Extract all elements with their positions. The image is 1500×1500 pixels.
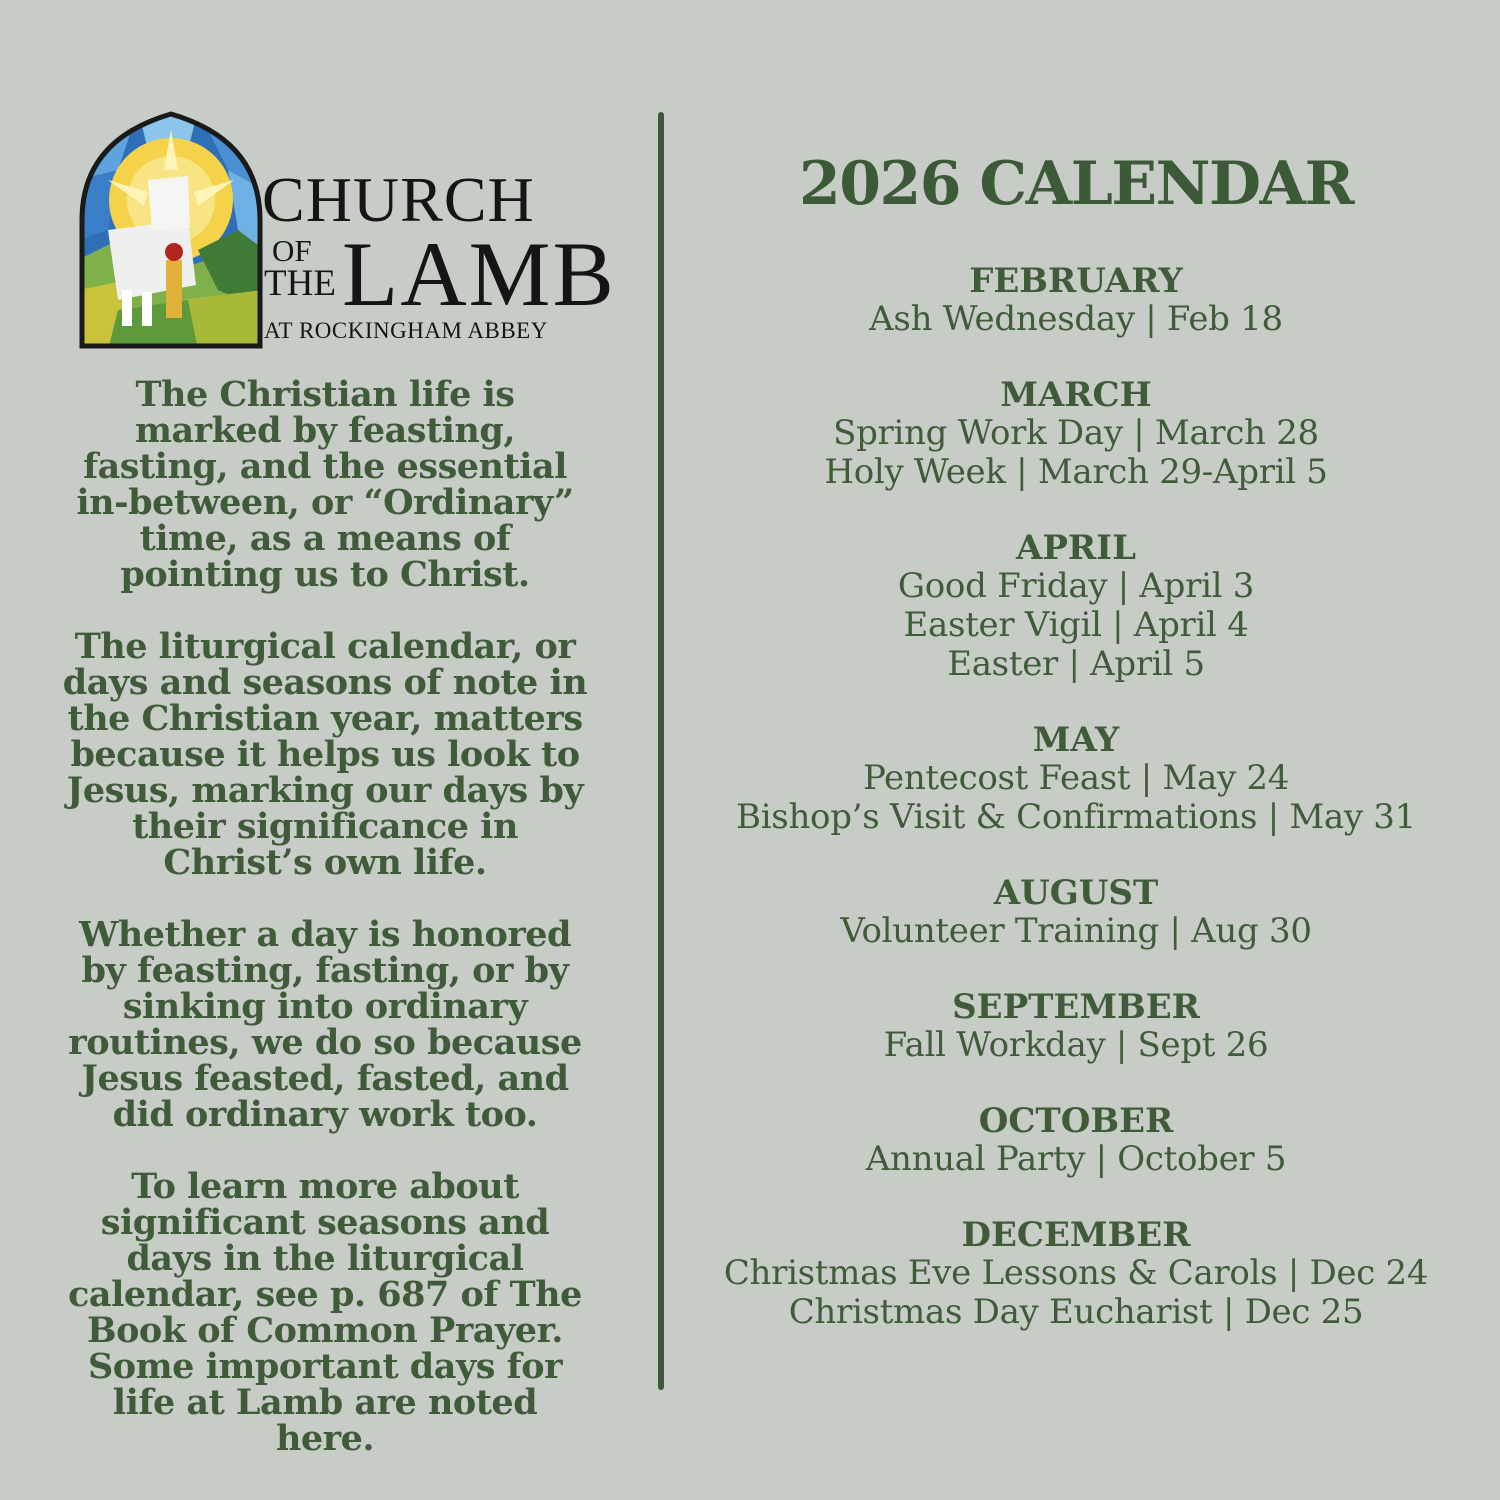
month-name: DECEMBER bbox=[961, 1215, 1191, 1255]
logo-of-text: OF bbox=[272, 233, 312, 268]
logo-the-text: THE bbox=[264, 263, 336, 304]
month-september bbox=[700, 988, 1452, 1065]
month-name: SEPTEMBER bbox=[952, 987, 1200, 1027]
month-name: APRIL bbox=[1015, 528, 1136, 568]
intro-paragraph-3: Whether a day is honored by feasting, fasting, or by sinking into ordinary routines, we do so because Jesus feasted, fasted, and did ordinary work too. bbox=[68, 914, 582, 1135]
month-february bbox=[700, 262, 1452, 339]
event-item: Christmas Day Eucharist | Dec 25 bbox=[788, 1292, 1364, 1332]
event-item: Bishop’s Visit & Confirmations | May 31 bbox=[736, 797, 1416, 837]
month-name: AUGUST bbox=[993, 873, 1159, 913]
month-october bbox=[700, 1102, 1452, 1179]
column-divider bbox=[658, 112, 664, 1390]
intro-paragraph-1: The Christian life is marked by feasting, fasting, and the essential in-between, or “Ordinary” time, as a means of pointing us to Christ. bbox=[76, 374, 574, 595]
month-may bbox=[700, 721, 1452, 837]
month-december bbox=[700, 1216, 1452, 1332]
intro-paragraph-2: The liturgical calendar, or days and seasons of note in the Christian year, matters because it helps us look to Jesus, marking our days by their significance in Christ’s own life. bbox=[62, 626, 588, 883]
intro-paragraph-4: To learn more about significant seasons and days in the liturgical calendar, see p. 687 of The Book of Common Prayer. Some important days for life at Lamb are noted here. bbox=[68, 1166, 582, 1459]
month-name: OCTOBER bbox=[978, 1101, 1174, 1141]
calendar-title: 2026 CALENDAR bbox=[799, 149, 1353, 219]
event-item: Easter Vigil | April 4 bbox=[903, 605, 1249, 645]
month-name: MAY bbox=[1032, 720, 1120, 760]
month-april bbox=[700, 529, 1452, 684]
event-item: Annual Party | October 5 bbox=[865, 1139, 1287, 1179]
left-column bbox=[60, 110, 616, 1459]
event-item: Good Friday | April 3 bbox=[897, 566, 1255, 606]
event-item: Ash Wednesday | Feb 18 bbox=[869, 299, 1283, 339]
month-name: FEBRUARY bbox=[969, 261, 1183, 301]
event-item: Spring Work Day | March 28 bbox=[833, 413, 1319, 453]
event-item: Volunteer Training | Aug 30 bbox=[840, 911, 1312, 951]
logo-tagline: AT ROCKINGHAM ABBEY bbox=[264, 318, 548, 343]
event-item: Christmas Eve Lessons & Carols | Dec 24 bbox=[723, 1253, 1429, 1293]
event-item: Easter | April 5 bbox=[947, 644, 1205, 684]
month-august bbox=[700, 874, 1452, 951]
event-item: Holy Week | March 29-April 5 bbox=[824, 452, 1328, 492]
month-march bbox=[700, 376, 1452, 492]
event-item: Pentecost Feast | May 24 bbox=[862, 758, 1290, 798]
event-item: Fall Workday | Sept 26 bbox=[883, 1025, 1269, 1065]
stained-glass-lamb-icon bbox=[78, 110, 264, 350]
month-name: MARCH bbox=[1000, 375, 1152, 415]
church-logo bbox=[78, 110, 616, 355]
logo-lamb-text: LAMB bbox=[342, 223, 616, 325]
logo-church-text: CHURCH bbox=[262, 164, 535, 235]
calendar-column bbox=[700, 148, 1452, 1369]
